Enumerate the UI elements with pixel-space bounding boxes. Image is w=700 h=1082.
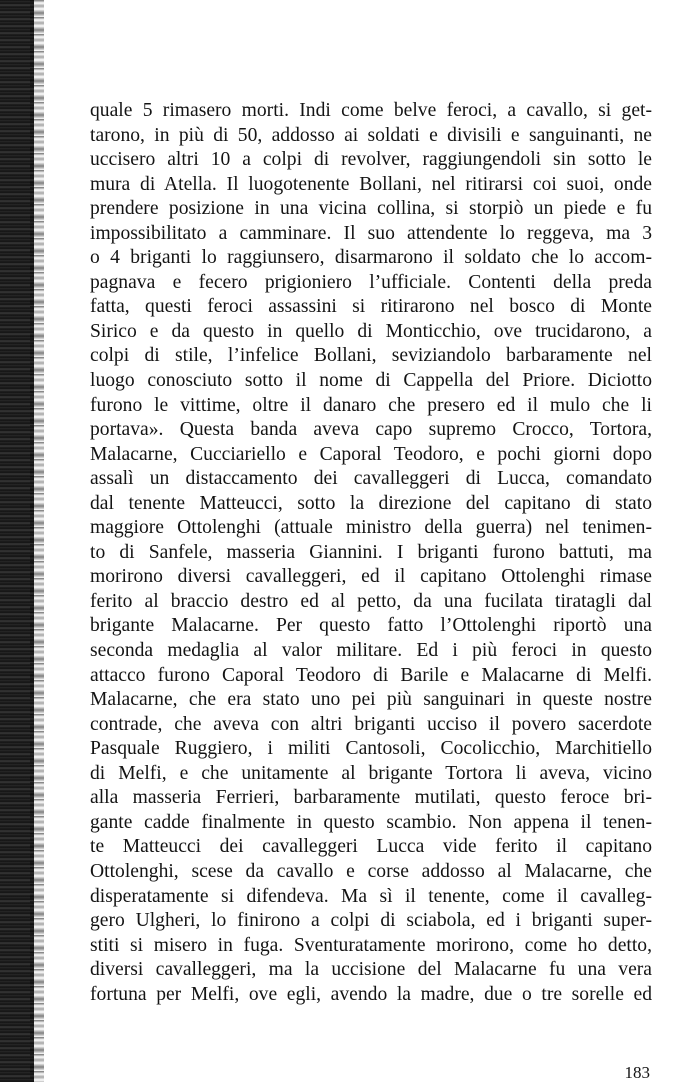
- text-line-6: impossibilitato a camminare. Il suo attendente lo reggeva, ma 3: [90, 222, 652, 244]
- text-line-21: ferito al braccio destro ed al petto, da una fucilata tiratagli dal: [90, 590, 652, 612]
- text-line-2: tarono, in più di 50, addosso ai soldati e divisili e sanguinanti, ne: [90, 124, 652, 146]
- text-line-24: attacco furono Caporal Teodoro di Barile e Malacarne di Melfi.: [90, 664, 652, 686]
- text-line-20: morirono diversi cavalleggeri, ed il capitano Ottolenghi rimase: [90, 566, 652, 588]
- text-line-12: luogo conosciuto sotto il nome di Cappella del Priore. Diciotto: [90, 370, 652, 392]
- page-number: 183: [624, 1063, 650, 1082]
- text-line-36: diversi cavalleggeri, ma la uccisione del Malacarne fu una vera: [90, 959, 652, 981]
- text-line-23: seconda medaglia al valor militare. Ed i più feroci in questo: [90, 640, 652, 662]
- text-line-5: prendere posizione in una vicina collina, si storpiò un piede e fu: [90, 198, 652, 220]
- text-line-25: Malacarne, che era stato uno pei più sanguinari in queste nostre: [90, 689, 652, 711]
- text-line-26: contrade, che aveva con altri briganti ucciso il povero sacerdote: [90, 713, 652, 735]
- text-line-8: pagnava e fecero prigioniero l’ufficiale. Contenti della preda: [90, 271, 652, 293]
- text-line-14: portava». Questa banda aveva capo supremo Crocco, Tortora,: [90, 419, 652, 441]
- text-line-15: Malacarne, Cucciariello e Caporal Teodoro, e pochi giorni dopo: [90, 443, 652, 465]
- text-line-19: to di Sanfele, masseria Giannini. I briganti furono battuti, ma: [90, 541, 652, 563]
- text-line-10: Sirico e da questo in quello di Monticchio, ove trucidarono, a: [90, 320, 652, 342]
- text-line-18: maggiore Ottolenghi (attuale ministro della guerra) nel tenimen-: [90, 517, 652, 539]
- text-line-33: disperatamente si difendeva. Ma sì il tenente, come il cavalleg-: [90, 885, 652, 907]
- text-line-17: dal tenente Matteucci, sotto la direzione del capitano di stato: [90, 492, 652, 514]
- text-line-11: colpi di stile, l’infelice Bollani, seviziandolo barbaramente nel: [90, 345, 652, 367]
- text-line-1: quale 5 rimasero morti. Indi come belve feroci, a cavallo, si get-: [90, 100, 652, 121]
- text-line-35: stiti si misero in fuga. Sventuratamente morirono, come ho detto,: [90, 934, 652, 956]
- text-line-13: furono le vittime, oltre il danaro che presero ed il mulo che li: [90, 394, 652, 416]
- text-line-27: Pasquale Ruggiero, i militi Cantosoli, Cocolicchio, Marchitiello: [90, 738, 652, 760]
- text-line-9: fatta, questi feroci assassini si ritirarono nel bosco di Monte: [90, 296, 652, 318]
- text-line-7: o 4 briganti lo raggiunsero, disarmarono il soldato che lo accom-: [90, 247, 652, 269]
- text-line-22: brigante Malacarne. Per questo fatto l’Ottolenghi riportò una: [90, 615, 652, 637]
- page-body-text: [90, 99, 652, 1007]
- text-line-30: gante cadde finalmente in questo scambio. Non appena il tenen-: [90, 811, 652, 833]
- text-line-28: di Melfi, e che unitamente al brigante Tortora li aveva, vicino: [90, 762, 652, 784]
- text-line-16: assalì un distaccamento dei cavalleggeri di Lucca, comandato: [90, 468, 652, 490]
- text-line-32: Ottolenghi, scese da cavallo e corse addosso al Malacarne, che: [90, 860, 652, 882]
- text-line-29: alla masseria Ferrieri, barbaramente mutilati, questo feroce bri-: [90, 787, 652, 809]
- text-line-37: fortuna per Melfi, ove egli, avendo la madre, due o tre sorelle ed: [90, 983, 652, 1005]
- text-line-31: te Matteucci dei cavalleggeri Lucca vide ferito il capitano: [90, 836, 652, 858]
- text-line-3: uccisero altri 10 a colpi di revolver, raggiungendoli sin sotto le: [90, 149, 652, 171]
- text-line-4: mura di Atella. Il luogotenente Bollani, nel ritirarsi coi suoi, onde: [90, 173, 652, 195]
- text-line-34: gero Ulgheri, lo finirono a colpi di sciabola, ed i briganti super-: [90, 910, 652, 932]
- book-binding-shadow: [0, 0, 34, 1082]
